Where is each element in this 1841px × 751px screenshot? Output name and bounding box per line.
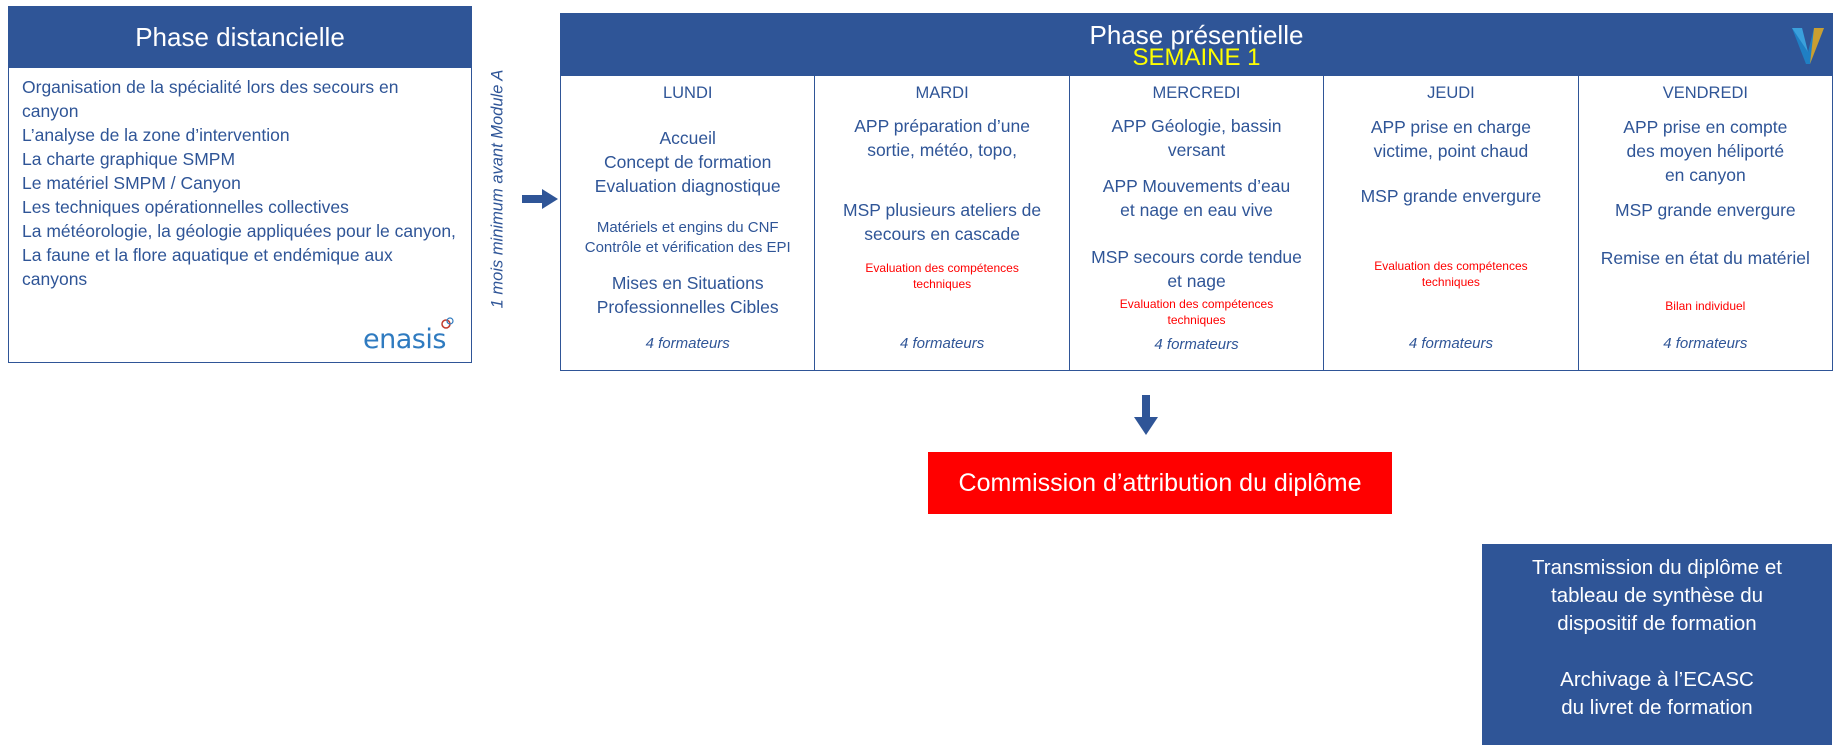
evaluation-note xyxy=(1076,296,1317,328)
topic-item: Le matériel SMPM / Canyon xyxy=(22,173,241,193)
commission-box: Commission d’attribution du diplôme xyxy=(928,452,1392,514)
arrow-right-icon xyxy=(522,189,558,209)
activity-line: MSP grande envergure xyxy=(1615,200,1796,220)
activity-line: et nage xyxy=(1167,271,1226,291)
day-activity xyxy=(1585,115,1826,187)
topic-item: La charte graphique SMPM xyxy=(22,149,236,169)
day-name: MERCREDI xyxy=(1152,84,1241,102)
archivage-line: Archivage à l’ECASC xyxy=(1560,668,1754,691)
day-column-mardi xyxy=(815,76,1069,370)
trainers-count: 4 formateurs xyxy=(1408,335,1494,352)
day-column-jeudi xyxy=(1324,76,1578,370)
activity-line: en canyon xyxy=(1664,165,1746,185)
arrow-down-icon xyxy=(1134,395,1158,435)
trainers-count: 4 formateurs xyxy=(645,335,730,352)
activity-line: Contrôle et vérification des EPI xyxy=(584,239,791,256)
activity-line: MSP secours corde tendue xyxy=(1091,247,1302,267)
activity-line: Professionnelles Cibles xyxy=(596,297,779,317)
activity-line: secours en cascade xyxy=(864,224,1020,244)
activity-line: Remise en état du matériel xyxy=(1600,248,1810,268)
day-activity xyxy=(1585,246,1826,270)
week-label: SEMAINE 1 xyxy=(1132,44,1261,71)
activity-line: APP Géologie, bassin xyxy=(1111,116,1282,136)
evaluation-line: Bilan individuel xyxy=(1665,299,1746,313)
day-activity xyxy=(1585,198,1826,222)
enasis-logo-text: enasis xyxy=(363,324,446,355)
activity-line: victime, point chaud xyxy=(1373,141,1529,161)
transmission-line: Transmission du diplôme et xyxy=(1532,556,1782,579)
evaluation-line: Evaluation des compétences xyxy=(1374,259,1528,273)
evaluation-line: techniques xyxy=(913,277,972,291)
trainers-count: 4 formateurs xyxy=(1663,335,1748,352)
evaluation-line: techniques xyxy=(1421,275,1480,289)
activity-line: Matériels et engins du CNF xyxy=(596,219,779,236)
activity-line: versant xyxy=(1167,140,1226,160)
day-activity xyxy=(1076,245,1317,293)
day-activity xyxy=(1076,174,1317,222)
topic-item: La faune et la flore aquatique et endémique aux canyons xyxy=(22,245,393,289)
activity-line: Accueil xyxy=(659,128,716,148)
day-column-vendredi xyxy=(1579,76,1832,370)
activity-line: des moyen héliporté xyxy=(1626,141,1785,161)
transmission-line: tableau de synthèse du xyxy=(1551,584,1763,607)
week-days-row xyxy=(561,76,1832,370)
evaluation-note xyxy=(1585,298,1826,314)
day-column-lundi xyxy=(561,76,815,370)
day-name: LUNDI xyxy=(662,84,713,102)
phase-presentielle-box xyxy=(560,13,1833,371)
phase-distancielle-box xyxy=(8,6,472,363)
delay-note-text: 1 mois minimum avant Module A xyxy=(488,69,507,309)
evaluation-note xyxy=(821,260,1062,292)
evaluation-line: Evaluation des compétences xyxy=(865,261,1019,275)
activity-line: MSP grande envergure xyxy=(1360,186,1542,206)
distancielle-topic-list xyxy=(9,75,471,291)
topic-item: L’analyse de la zone d’intervention xyxy=(22,125,290,145)
evaluation-note xyxy=(1330,258,1571,290)
day-name: JEUDI xyxy=(1427,84,1475,102)
presentielle-header xyxy=(561,14,1832,76)
day-activity xyxy=(567,126,808,198)
activity-line: APP Mouvements d’eau xyxy=(1102,176,1291,196)
activity-line: Evaluation diagnostique xyxy=(594,176,781,196)
day-activity xyxy=(1076,114,1317,162)
evaluation-line: techniques xyxy=(1167,313,1226,327)
enasis-logo-mark-icon xyxy=(441,316,455,330)
activity-line: et nage en eau vive xyxy=(1120,200,1273,220)
activity-line: MSP plusieurs ateliers de xyxy=(843,200,1042,220)
phase-distancielle-title: Phase distancielle xyxy=(9,7,471,68)
activity-line: APP prise en charge xyxy=(1370,117,1532,137)
activity-line: APP prise en compte xyxy=(1623,117,1788,137)
day-name: MARDI xyxy=(915,84,969,102)
day-activity xyxy=(821,114,1062,162)
day-column-mercredi xyxy=(1070,76,1324,370)
enasis-logo xyxy=(363,316,463,358)
day-activity xyxy=(821,198,1062,246)
topic-item: La météorologie, la géologie appliquées pour le canyon, xyxy=(22,221,456,241)
activity-line: sortie, météo, topo, xyxy=(867,140,1018,160)
day-name: VENDREDI xyxy=(1662,84,1748,102)
topic-item: Organisation de la spécialité lors des secours en canyon xyxy=(22,77,399,121)
transmission-line: dispositif de formation xyxy=(1557,612,1757,635)
activity-line: Concept de formation xyxy=(604,152,772,172)
archivage-line: du livret de formation xyxy=(1561,696,1753,719)
evaluation-line: Evaluation des compétences xyxy=(1119,297,1274,311)
trainers-count: 4 formateurs xyxy=(900,335,985,352)
day-activity xyxy=(567,271,808,319)
phase-presentielle-title: Phase présentielle xyxy=(1089,20,1304,50)
day-activity xyxy=(567,218,808,258)
trainers-count: 4 formateurs xyxy=(1154,336,1239,353)
activity-line: APP préparation d’une xyxy=(854,116,1030,136)
day-activity xyxy=(1330,184,1571,208)
activity-line: Mises en Situations xyxy=(611,273,764,293)
topic-item: Les techniques opérationnelles collectives xyxy=(22,197,349,217)
day-activity xyxy=(1330,115,1571,163)
transmission-box xyxy=(1482,544,1832,745)
corner-logo xyxy=(1790,22,1826,68)
delay-note xyxy=(470,36,526,342)
